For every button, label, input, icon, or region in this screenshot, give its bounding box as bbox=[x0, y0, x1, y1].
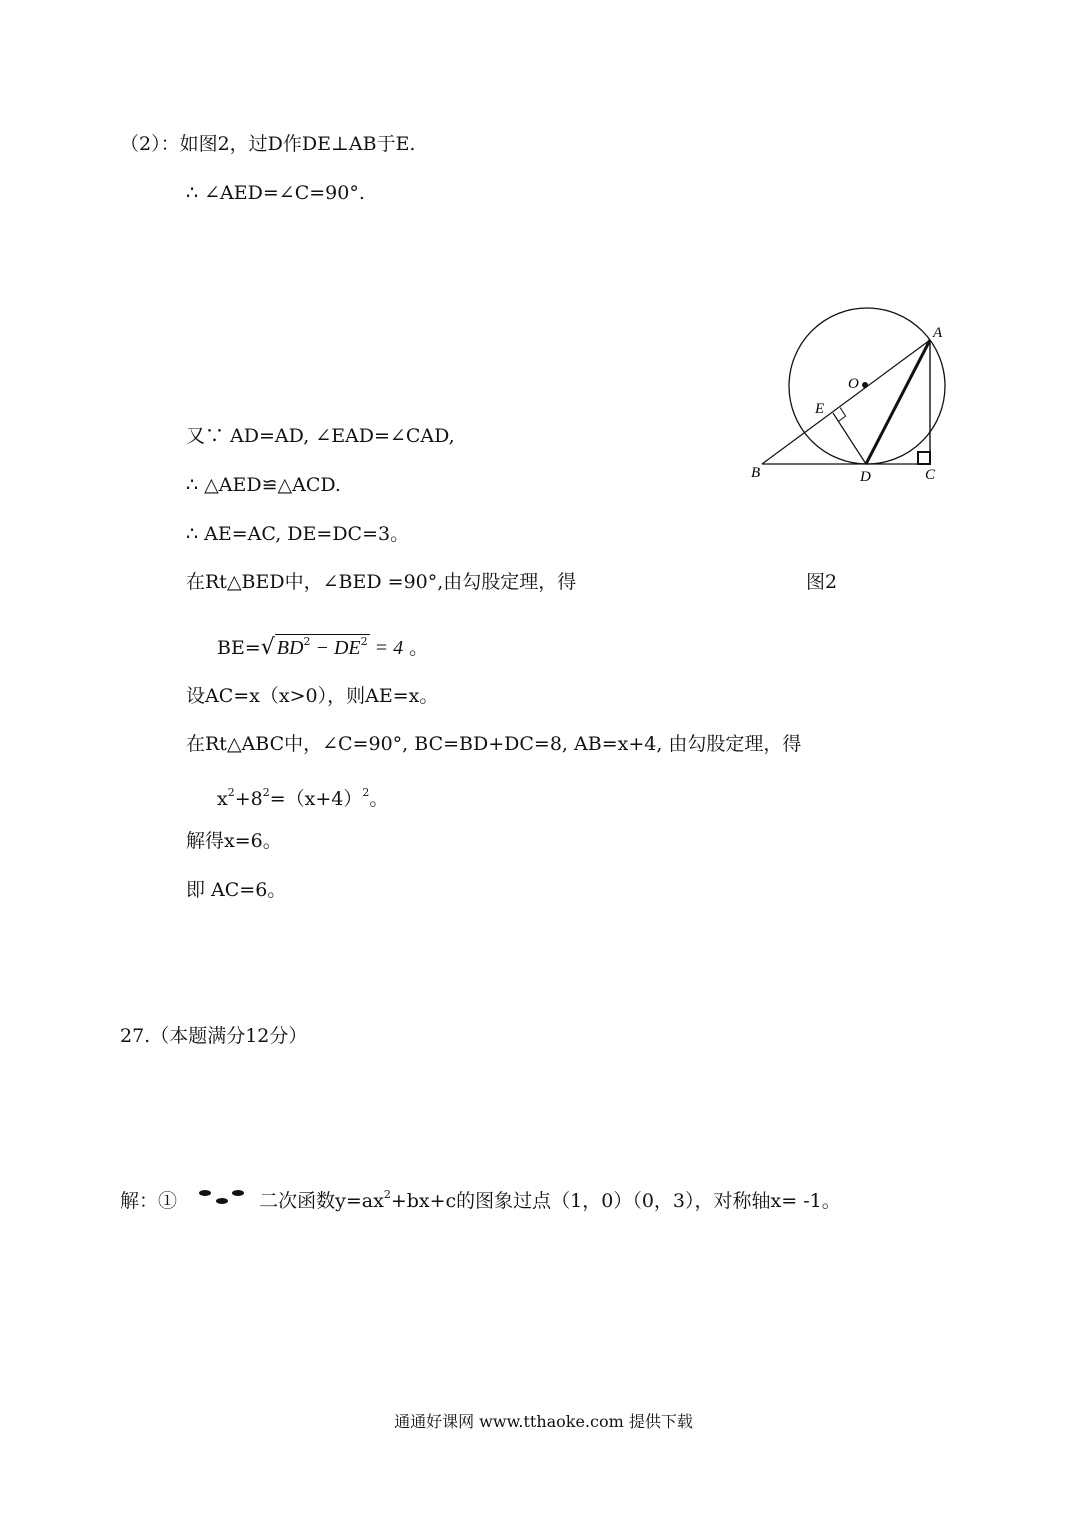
line-4: ∴ △AED≌△ACD. bbox=[186, 474, 341, 496]
question-27-heading: 27.（本题满分12分） bbox=[120, 1025, 308, 1047]
line-6: 在Rt△BED中，∠BED =90°,由勾股定理，得 bbox=[186, 571, 577, 593]
x-exponent: 2 bbox=[227, 786, 235, 799]
line-11: 解得x=6。 bbox=[186, 830, 282, 852]
rhs-term: =（x+4） bbox=[269, 788, 363, 810]
label-d: D bbox=[860, 469, 871, 485]
eq-period: 。 bbox=[369, 788, 389, 810]
line-8: 设AC=x（x>0），则AE=x。 bbox=[186, 685, 439, 707]
solution-prefix: 解：① bbox=[120, 1190, 178, 1212]
sqrt-sign: √ bbox=[260, 635, 275, 660]
be-prefix: BE= bbox=[217, 637, 261, 659]
line-10 bbox=[217, 781, 388, 811]
label-c: C bbox=[925, 467, 936, 483]
right-angle-c bbox=[918, 452, 930, 464]
right-angle-e bbox=[838, 408, 845, 422]
x-term: x bbox=[217, 788, 228, 810]
because-symbol-icon bbox=[183, 1187, 253, 1211]
line-12: 即 AC=6。 bbox=[186, 879, 287, 901]
solution-line bbox=[120, 1183, 841, 1213]
de-term: − DE bbox=[310, 637, 361, 659]
footer: 通通好课网 www.tthaoke.com 提供下载 bbox=[394, 1412, 693, 1431]
line-2: ∴ ∠AED=∠C=90°. bbox=[186, 182, 365, 204]
label-e: E bbox=[815, 401, 825, 417]
line-7 bbox=[217, 630, 428, 660]
line-ba bbox=[762, 340, 930, 464]
line-9: 在Rt△ABC中，∠C=90°, BC=BD+DC=8, AB=x+4, 由勾股定理，得 bbox=[186, 733, 802, 755]
center-point-o bbox=[862, 382, 868, 388]
bd-term: BD bbox=[276, 637, 304, 659]
bd-exponent: 2 bbox=[303, 635, 311, 648]
eight-exponent: 2 bbox=[262, 786, 270, 799]
plus-eight: +8 bbox=[234, 788, 263, 810]
solution-text-a: 二次函数y=ax bbox=[259, 1190, 384, 1212]
geometry-figure bbox=[740, 300, 970, 490]
line-ad bbox=[866, 340, 930, 464]
line-1: （2）：如图2，过D作DE⊥AB于E. bbox=[120, 133, 416, 155]
solution-text-b: +bx+c的图象过点（1，0）（0，3），对称轴x= -1。 bbox=[390, 1190, 841, 1212]
label-b: B bbox=[751, 465, 761, 481]
label-o: O bbox=[848, 376, 859, 392]
label-a: A bbox=[933, 325, 943, 341]
be-result: = 4 bbox=[369, 637, 404, 659]
sqrt-radicand bbox=[275, 634, 370, 659]
figure-caption: 图2 bbox=[806, 571, 838, 593]
solution-exponent: 2 bbox=[383, 1188, 391, 1201]
line-3: 又∵ AD=AD, ∠EAD=∠CAD, bbox=[186, 425, 455, 447]
line-de bbox=[833, 413, 866, 464]
be-period: 。 bbox=[409, 637, 429, 659]
rhs-exponent: 2 bbox=[362, 786, 370, 799]
line-5: ∴ AE=AC, DE=DC=3。 bbox=[186, 523, 410, 545]
de-exponent: 2 bbox=[360, 635, 368, 648]
